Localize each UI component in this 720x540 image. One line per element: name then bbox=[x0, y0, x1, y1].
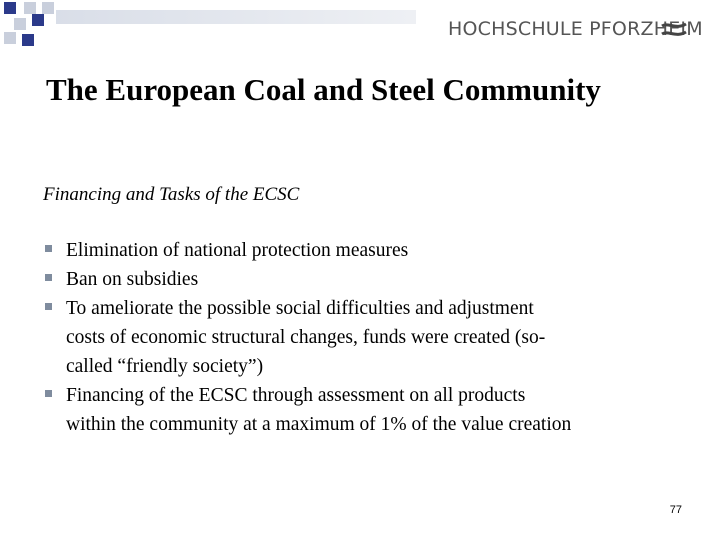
bullet-item bbox=[42, 265, 692, 294]
page-number: 77 bbox=[669, 504, 682, 516]
bullet-square-icon bbox=[45, 303, 52, 310]
square-decoration bbox=[42, 2, 54, 14]
square-decoration bbox=[4, 2, 16, 14]
bullet-text: Financing of the ECSC through assessment on all products bbox=[66, 385, 526, 406]
square-decoration bbox=[22, 34, 34, 46]
slide-subtitle: Financing and Tasks of the ECSC bbox=[43, 184, 300, 205]
bullet-text: To ameliorate the possible social difficulties and adjustment bbox=[66, 298, 534, 319]
square-decoration bbox=[24, 2, 36, 14]
bullet-list bbox=[42, 236, 692, 439]
bullet-square-icon bbox=[45, 245, 52, 252]
bullet-text: Elimination of national protection measures bbox=[66, 240, 409, 261]
bullet-text: costs of economic structural changes, funds were created (so- bbox=[66, 327, 546, 348]
bullet-square-icon bbox=[45, 274, 52, 281]
decorative-squares bbox=[0, 0, 60, 50]
square-decoration bbox=[4, 32, 16, 44]
bullet-text: called “friendly society”) bbox=[66, 356, 264, 377]
bullet-item bbox=[42, 294, 692, 381]
slide-title: The European Coal and Steel Community bbox=[46, 72, 601, 107]
bullet-item bbox=[42, 381, 692, 439]
square-decoration bbox=[32, 14, 44, 26]
square-decoration bbox=[14, 18, 26, 30]
bullet-square-icon bbox=[45, 390, 52, 397]
bullet-text: Ban on subsidies bbox=[66, 269, 199, 290]
bullet-text: within the community at a maximum of 1% of the value creation bbox=[66, 414, 572, 435]
pforzheim-logo-icon bbox=[660, 20, 688, 40]
bullet-item bbox=[42, 236, 692, 265]
university-logo-text: HOCHSCHULE PFORZHEIM bbox=[448, 18, 703, 40]
header-bar bbox=[56, 10, 416, 24]
